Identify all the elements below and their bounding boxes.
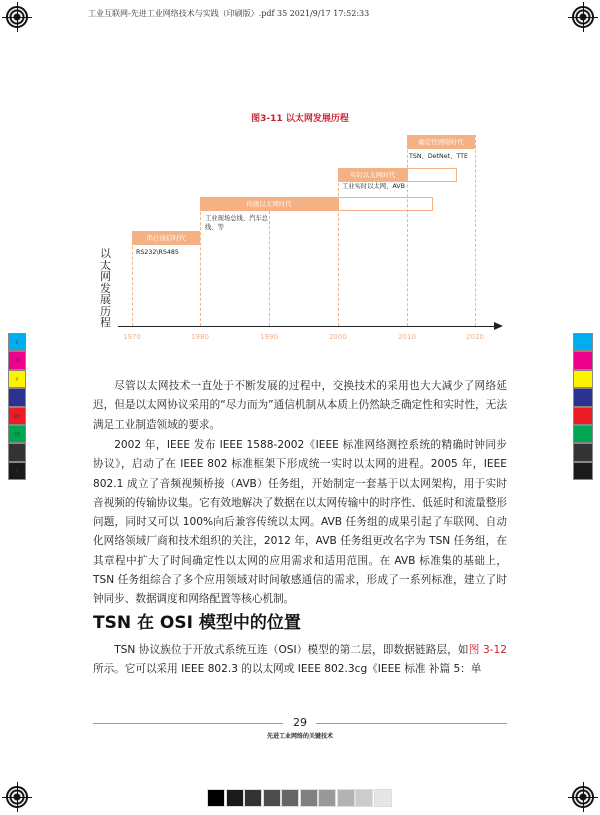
era-note: 工业现场总线、汽车总线、等 (205, 215, 268, 231)
era-divider (475, 135, 476, 326)
color-patch: CMY (8, 443, 26, 461)
axis-arrow-icon (494, 322, 503, 330)
color-patch (573, 407, 593, 425)
color-calibration-bar-left (8, 333, 26, 480)
era-divider (407, 135, 408, 326)
color-patch (573, 443, 593, 461)
era-note: 工业实时以太网、AVB (342, 183, 405, 190)
year-tick: 2010 (398, 333, 416, 341)
figure-y-label: 以太网发展历程 (100, 247, 111, 329)
color-patch (573, 425, 593, 443)
era-serial: 串行通信时代 (132, 231, 200, 245)
color-patch: K (8, 462, 26, 480)
color-patch: CM (8, 388, 26, 406)
year-tick: 2020 (466, 333, 484, 341)
section-heading: TSN 在 OSI 模型中的位置 (93, 613, 301, 633)
print-header: 工业互联网-先进工业网络技术与实践（印刷版）.pdf 35 2021/9/17 17:52:33 (88, 9, 370, 18)
gray-patch (281, 789, 299, 807)
gray-patch (374, 789, 392, 807)
gray-patch (244, 789, 262, 807)
registration-mark-icon (572, 6, 594, 28)
color-patch (573, 388, 593, 406)
paragraph-text: 所示。它可以采用 IEEE 802.3 的以太网或 IEEE 802.3cg《IEEE 标准 补篇 5：单 (93, 663, 482, 676)
era-divider (269, 211, 270, 326)
paragraph-2 (93, 436, 507, 610)
color-patch (573, 351, 593, 369)
color-patch (573, 462, 593, 480)
year-tick: 2000 (329, 333, 347, 341)
timeline-axis (118, 326, 496, 327)
color-patch (573, 333, 593, 351)
year-tick: 1970 (123, 333, 141, 341)
registration-mark-icon (6, 786, 28, 808)
gray-patch (355, 789, 373, 807)
era-deterministic-network: 确定性网络时代 (407, 135, 475, 149)
color-patch: M (8, 351, 26, 369)
era-divider (132, 231, 133, 326)
year-tick: 1980 (191, 333, 209, 341)
color-patch: Y (8, 370, 26, 388)
era-traditional-ethernet: 传统以太网时代 (200, 197, 338, 211)
gray-patch (337, 789, 355, 807)
paragraph-text: TSN 协议族位于开放式系统互连（OSI）模型的第二层，即数据链路层，如 (114, 644, 469, 656)
era-extension-box (407, 168, 457, 182)
registration-mark-icon (6, 6, 28, 28)
color-patch: MY (8, 407, 26, 425)
figure-title: 图3-11 以太网发展历程 (251, 114, 349, 124)
gray-patch (207, 789, 225, 807)
era-note: TSN、DetNet、TTE (409, 153, 468, 160)
paragraph-text: 2002 年，IEEE 发布 IEEE 1588-2002《IEEE 标准网络测控系统的精确时钟同步协议》，启动了在 IEEE 802 标准框架下形成统一实时以太网的进程。2005 年，IEEE 802.1 成立了音频视频桥接（AVB）任务组，开始制定一套基于以太网架构，用于实时音视频的传输协议集。它有效地解决了数据在以太网传输中的时序性、低延时和流量整形问题，同时又可以 100%向后兼容传统以太网。AVB 任务组的成果引起了车联网、自动化网络领域厂商和技术组织的关注，2012 年，AVB 任务组更改名字为 TSN 任务组，在其章程中扩大了时间确定性以太网的应用需求和适用范围。在 AVB 标准集的基础上，TSN 任务组综合了多个应用领域对时间敏感通信的需求，形成了一系列标准，建立了时钟同步、数据调度和网络配置等核心机制。 (93, 439, 507, 606)
gray-patch (300, 789, 318, 807)
registration-mark-icon (572, 786, 594, 808)
paragraph-1 (93, 377, 507, 435)
era-extension-box (338, 197, 433, 211)
gray-patch (226, 789, 244, 807)
color-calibration-bar-right (573, 333, 593, 480)
era-note: RS232\RS485 (136, 249, 179, 256)
paragraph-text: 尽管以太网技术一直处于不断发展的过程中，交换技术的采用也大大减少了网络延迟，但是以太网协议采用的“尽力而为”通信机制从本质上仍然缺乏确定性和实时性，无法满足工业制造领域的要求。 (93, 380, 507, 431)
color-patch (573, 370, 593, 388)
color-patch: CY (8, 425, 26, 443)
era-divider (338, 168, 339, 326)
gray-patch (263, 789, 281, 807)
figure-reference-link[interactable]: 图 3-12 (468, 644, 507, 656)
color-patch: C (8, 333, 26, 351)
era-divider (200, 197, 201, 326)
year-tick: 1990 (260, 333, 278, 341)
page-number: 29 (293, 716, 307, 729)
footer-title: 先进工业网络的关键技术 (266, 733, 333, 740)
gray-patch (318, 789, 336, 807)
paragraph-3 (93, 641, 507, 680)
era-realtime-ethernet: 实时以太网时代 (338, 168, 407, 182)
